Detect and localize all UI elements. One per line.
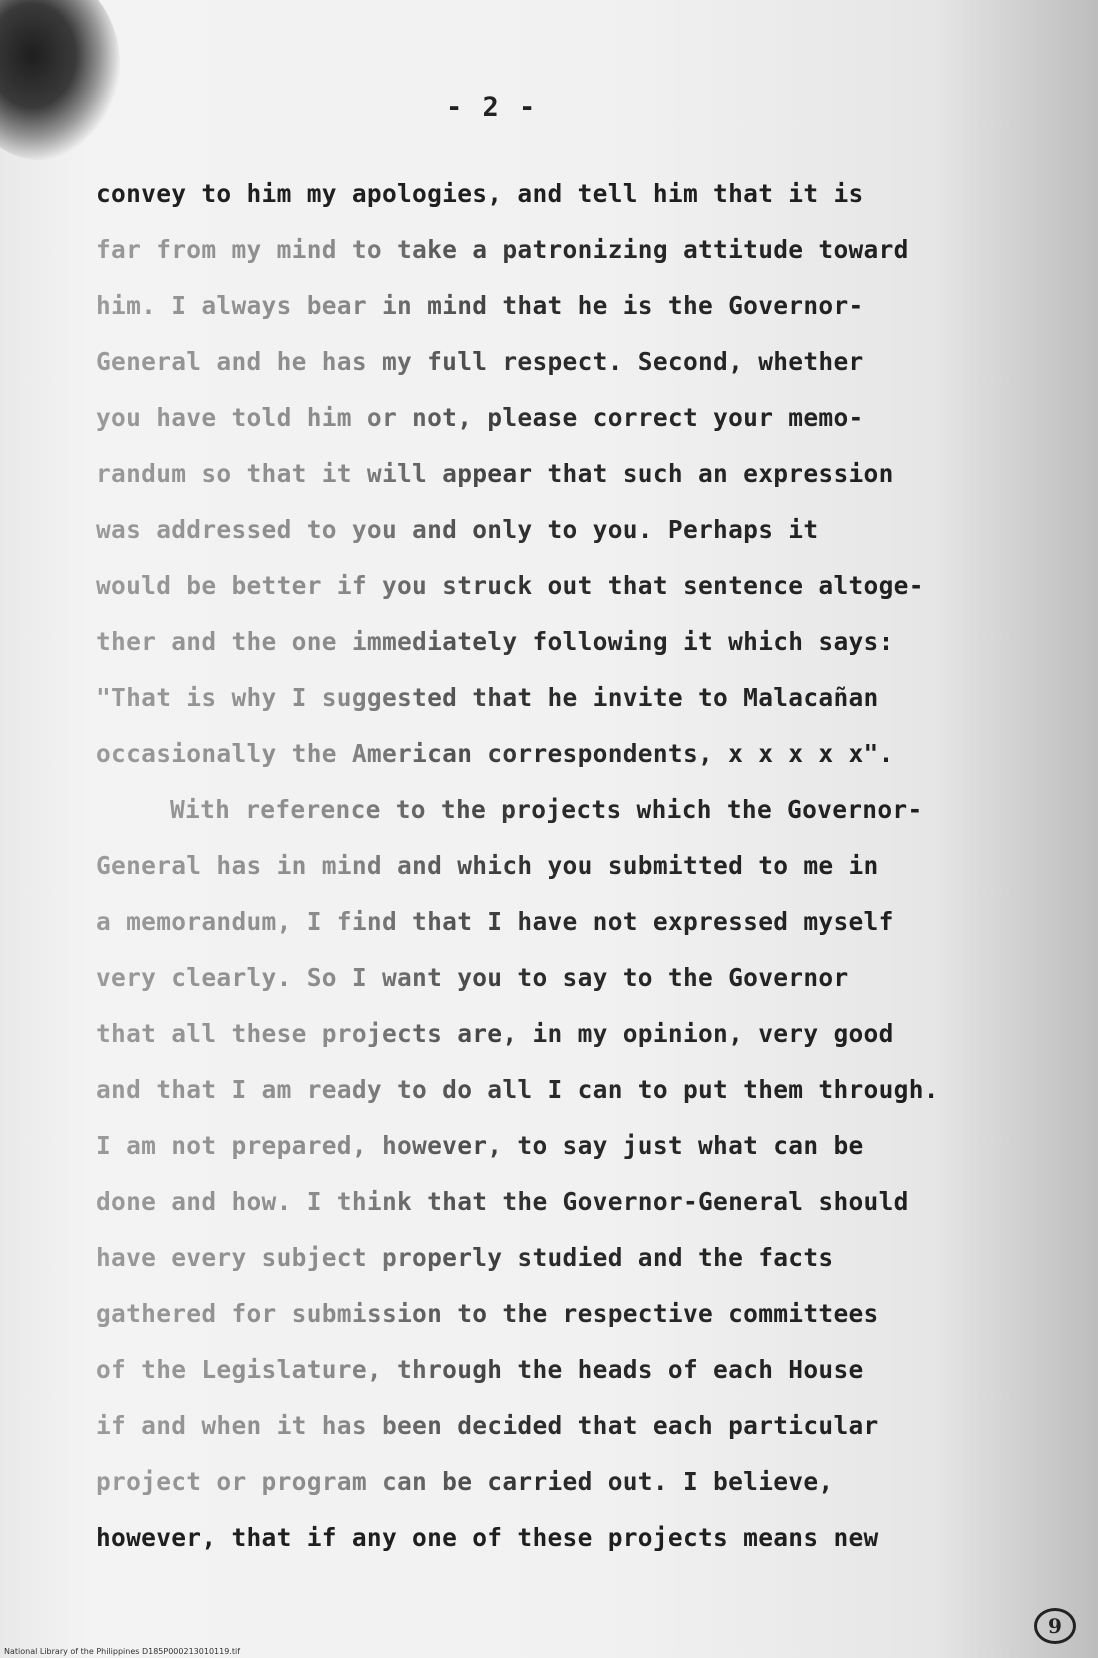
scan-smudge <box>0 0 120 160</box>
text-line: General has in mind and which you submitted to me in <box>96 838 1076 894</box>
text-line: however, that if any one of these projects means new <box>96 1523 879 1552</box>
text-line: ther and the one immediately following it which says: <box>96 614 1076 670</box>
text-line: "That is why I suggested that he invite to Malacañan <box>96 670 1076 726</box>
text-line: that all these projects are, in my opinion, very good <box>96 1006 1076 1062</box>
text-line: have every subject properly studied and the facts <box>96 1230 1076 1286</box>
archive-footer: National Library of the Philippines D185P000213010119.tif <box>4 1647 241 1656</box>
text-line: I am not prepared, however, to say just what can be <box>96 1118 1076 1174</box>
text-line: gathered for submission to the respective committees <box>96 1286 1076 1342</box>
text-line: was addressed to you and only to you. Perhaps it <box>96 502 1076 558</box>
text-line: convey to him my apologies, and tell him that it is <box>96 179 864 208</box>
text-line: project or program can be carried out. I believe, <box>96 1454 1076 1510</box>
text-line: done and how. I think that the Governor-General should <box>96 1174 1076 1230</box>
paragraph-start-line: With reference to the projects which the Governor- <box>96 782 1076 838</box>
text-line: a memorandum, I find that I have not expressed myself <box>96 894 1076 950</box>
text-line: of the Legislature, through the heads of each House <box>96 1342 1076 1398</box>
text-line: very clearly. So I want you to say to the Governor <box>96 950 1076 1006</box>
text-line: General and he has my full respect. Second, whether <box>96 334 1076 390</box>
text-line: occasionally the American correspondents, x x x x x". <box>96 726 1076 782</box>
text-line: and that I am ready to do all I can to put them through. <box>96 1062 1076 1118</box>
text-line: you have told him or not, please correct your memo- <box>96 390 1076 446</box>
text-line: if and when it has been decided that each particular <box>96 1398 1076 1454</box>
text-line: randum so that it will appear that such an expression <box>96 446 1076 502</box>
page-number: - 2 - <box>446 92 538 123</box>
text-line: far from my mind to take a patronizing attitude toward <box>96 222 1076 278</box>
text-line: would be better if you struck out that sentence altoge- <box>96 558 1076 614</box>
corner-stamp: 9 <box>1034 1608 1076 1644</box>
text-line: him. I always bear in mind that he is the Governor- <box>96 278 1076 334</box>
letter-body <box>96 166 1076 1566</box>
